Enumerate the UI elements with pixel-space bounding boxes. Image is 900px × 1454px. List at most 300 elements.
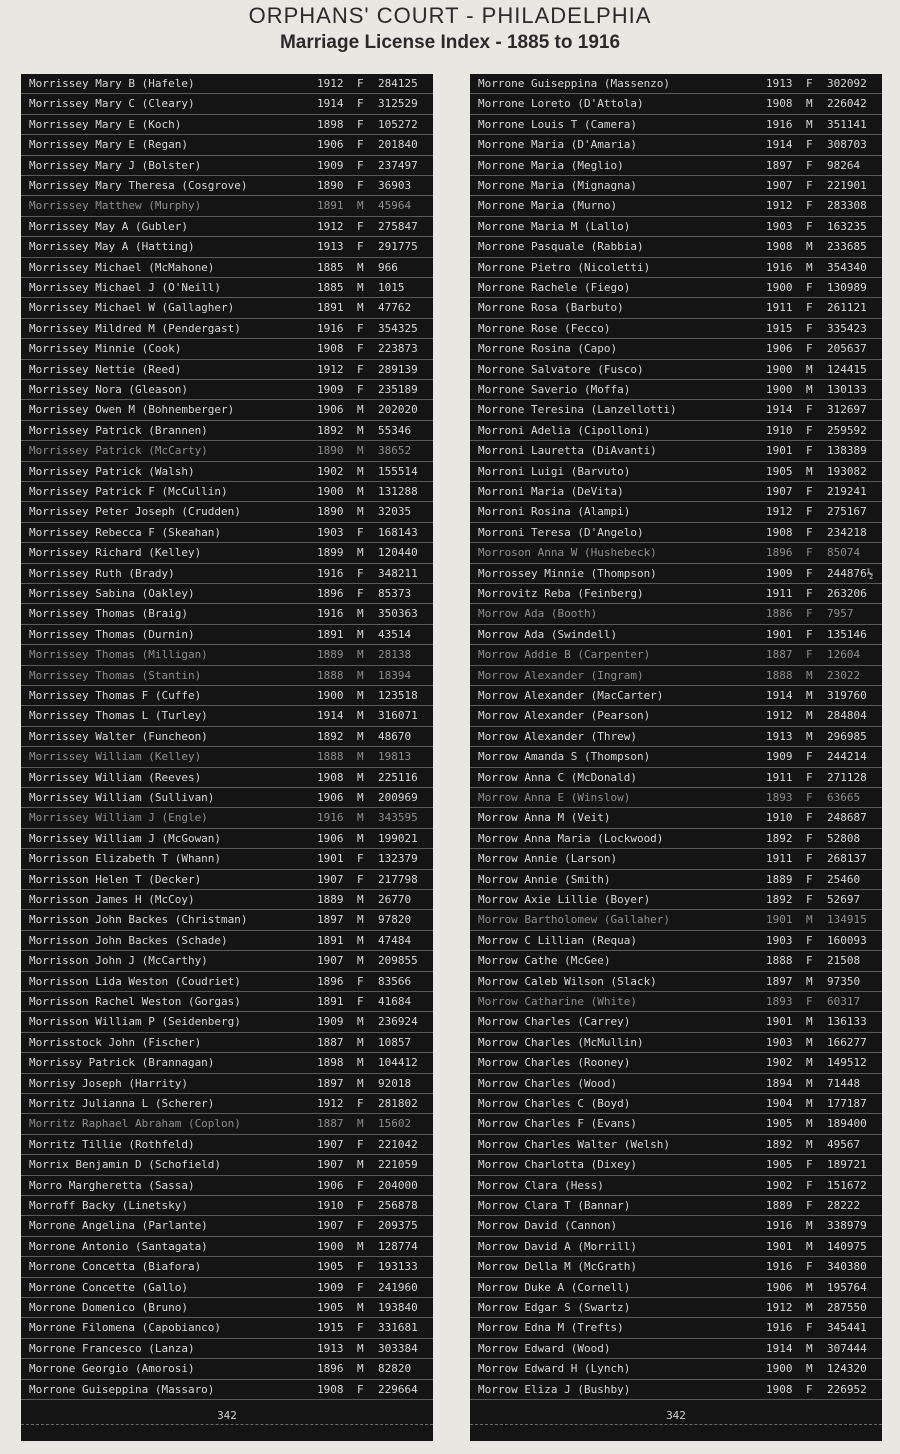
entry-sex: F <box>357 587 364 600</box>
index-row <box>470 176 882 196</box>
entry-name: Morroni Teresa (D'Angelo) <box>478 525 644 539</box>
index-row <box>21 1196 433 1216</box>
index-row <box>470 278 882 298</box>
entry-year: 1889 <box>317 893 344 906</box>
entry-license-number: 97820 <box>378 913 412 927</box>
entry-year: 1907 <box>766 485 793 498</box>
index-row <box>470 768 882 788</box>
entry-sex: F <box>357 1321 364 1335</box>
entry-sex: M <box>357 1035 364 1049</box>
entry-license-number: 312529 <box>378 97 418 111</box>
entry-name: Morrone Maria (Murno) <box>478 199 618 213</box>
entry-sex: M <box>357 505 364 519</box>
index-row <box>470 1196 882 1216</box>
index-row <box>470 1155 882 1175</box>
entry-license-number: 244214 <box>827 750 867 764</box>
index-row <box>21 1094 433 1114</box>
entry-year: 1912 <box>317 362 344 376</box>
entry-license-number: 124320 <box>827 1362 867 1376</box>
entry-year: 1891 <box>317 301 344 315</box>
entry-year: 1916 <box>766 1219 793 1233</box>
entry-year: 1903 <box>766 1035 793 1049</box>
page-title: ORPHANS' COURT - PHILADELPHIA <box>248 3 652 28</box>
entry-license-number: 104412 <box>378 1056 418 1070</box>
index-row <box>470 1094 882 1114</box>
entry-license-number: 237497 <box>378 158 418 172</box>
entry-sex: M <box>357 689 364 702</box>
entry-sex: M <box>357 811 364 825</box>
entry-year: 1908 <box>766 1382 793 1396</box>
index-row <box>21 1053 433 1073</box>
entry-sex: M <box>806 1117 813 1131</box>
entry-year: 1907 <box>317 1137 344 1151</box>
entry-year: 1911 <box>766 852 793 866</box>
index-row <box>470 94 882 114</box>
entry-name: Morrone Guiseppina (Massenzo) <box>478 77 671 90</box>
entry-name: Morrow Edna M (Trefts) <box>478 1321 624 1335</box>
entry-sex: M <box>806 117 813 131</box>
entry-name: Morrow Charles (Wood) <box>478 1076 618 1090</box>
index-row <box>21 1237 433 1257</box>
entry-license-number: 97350 <box>827 974 861 988</box>
entry-sex: M <box>806 240 813 254</box>
entry-license-number: 202020 <box>378 403 418 417</box>
entry-name: Morrissey Mary B (Hafele) <box>29 77 195 90</box>
entry-name: Morrone Concetta (Biafora) <box>29 1260 202 1274</box>
entry-year: 1896 <box>766 546 793 560</box>
entry-year: 1907 <box>317 954 344 968</box>
entry-license-number: 132379 <box>378 852 418 866</box>
entry-year: 1902 <box>766 1056 793 1070</box>
entry-license-number: 134915 <box>827 913 867 927</box>
entry-name: Morrissey Sabina (Oakley) <box>29 587 195 600</box>
entry-name: Morrovitz Reba (Feinberg) <box>478 587 644 600</box>
entry-year: 1896 <box>317 974 344 988</box>
entry-sex: M <box>357 444 364 458</box>
entry-license-number: 284804 <box>827 709 867 723</box>
entry-name: Morrisson John Backes (Christman) <box>29 913 248 927</box>
index-row <box>470 808 882 828</box>
entry-sex: M <box>357 770 364 784</box>
entry-name: Morrone Antonio (Santagata) <box>29 1239 208 1253</box>
entry-sex: F <box>357 852 364 866</box>
entry-name: Morrone Filomena (Capobianco) <box>29 1321 222 1335</box>
index-row <box>470 135 882 155</box>
entry-license-number: 225116 <box>378 770 418 784</box>
entry-sex: F <box>806 1382 813 1396</box>
entry-name: Morroni Rosina (Alampi) <box>478 505 631 519</box>
entry-name: Morrisson Elizabeth T (Whann) <box>29 852 222 866</box>
index-row <box>21 380 433 400</box>
entry-sex: M <box>357 1117 364 1131</box>
entry-year: 1916 <box>317 811 344 825</box>
index-row <box>21 1380 433 1400</box>
entry-year: 1909 <box>766 750 793 764</box>
entry-name: Morrow Duke A (Cornell) <box>478 1280 631 1294</box>
entry-year: 1891 <box>317 627 344 641</box>
page-subtitle: Marriage License Index - 1885 to 1916 <box>279 32 621 53</box>
entry-year: 1890 <box>317 444 344 458</box>
entry-sex: F <box>806 138 813 152</box>
page-number: 342 <box>217 1409 237 1422</box>
entry-sex: M <box>357 668 364 682</box>
entry-sex: F <box>806 403 813 417</box>
entry-name: Morrow Anna E (Winslow) <box>478 791 631 804</box>
entry-name: Morrisson John J (McCarthy) <box>29 954 208 968</box>
entry-year: 1910 <box>317 1199 344 1212</box>
entry-name: Morrissey Mildred M (Pendergast) <box>29 321 241 335</box>
entry-name: Morrone Louis T (Camera) <box>478 117 637 131</box>
index-row <box>21 1135 433 1155</box>
entry-license-number: 151672 <box>827 1178 867 1192</box>
index-row <box>470 686 882 706</box>
entry-name: Morrow Anna C (McDonald) <box>478 770 637 784</box>
entry-name: Morrone Rose (Fecco) <box>478 321 611 335</box>
entry-license-number: 223873 <box>378 342 418 356</box>
entry-year: 1894 <box>766 1076 793 1090</box>
entry-license-number: 92018 <box>378 1076 412 1090</box>
entry-name: Morrone Angelina (Parlante) <box>29 1219 208 1233</box>
entry-license-number: 155514 <box>378 464 418 478</box>
entry-name: Morrissey Thomas (Durnin) <box>29 627 195 641</box>
entry-license-number: 248687 <box>827 811 867 825</box>
entry-sex: F <box>357 342 364 356</box>
entry-license-number: 124415 <box>827 362 867 376</box>
entry-sex: F <box>806 485 813 498</box>
entry-year: 1906 <box>766 1280 793 1294</box>
entry-year: 1885 <box>317 260 344 274</box>
entry-license-number: 205637 <box>827 342 867 356</box>
entry-year: 1889 <box>766 1199 793 1212</box>
entry-name: Morrow Edward H (Lynch) <box>478 1362 631 1376</box>
index-row <box>470 849 882 869</box>
entry-year: 1899 <box>317 546 344 560</box>
entry-license-number: 226952 <box>827 1382 867 1396</box>
entry-name: Morrissey Nettie (Reed) <box>29 362 182 376</box>
entry-license-number: 23022 <box>827 668 861 682</box>
entry-year: 1906 <box>317 1178 344 1192</box>
entry-license-number: 303384 <box>378 1341 418 1355</box>
entry-year: 1914 <box>317 97 344 111</box>
index-row <box>470 1380 882 1400</box>
entry-license-number: 354325 <box>378 321 418 335</box>
entry-sex: M <box>357 281 364 294</box>
entry-license-number: 19813 <box>378 750 412 764</box>
index-row <box>470 339 882 359</box>
entry-sex: F <box>806 566 813 580</box>
index-row <box>470 829 882 849</box>
index-row <box>470 74 882 94</box>
entry-sex: F <box>357 1219 364 1233</box>
index-row <box>21 502 433 522</box>
index-row <box>21 931 433 951</box>
entry-year: 1900 <box>766 281 793 294</box>
entry-license-number: 85074 <box>827 546 861 560</box>
entry-sex: F <box>806 995 813 1008</box>
entry-license-number: 340380 <box>827 1260 867 1274</box>
entry-license-number: 312697 <box>827 403 867 417</box>
entry-year: 1903 <box>766 933 793 947</box>
index-row <box>21 666 433 686</box>
entry-name: Morrone Rosina (Capo) <box>478 342 618 356</box>
index-row <box>470 1074 882 1094</box>
entry-name: Morrow Axie Lillie (Boyer) <box>478 893 651 906</box>
entry-name: Morrow Ada (Swindell) <box>478 627 618 641</box>
entry-year: 1908 <box>317 770 344 784</box>
entry-sex: M <box>357 1056 364 1070</box>
entry-year: 1903 <box>317 525 344 539</box>
entry-license-number: 136133 <box>827 1015 867 1029</box>
index-row <box>470 543 882 563</box>
entry-year: 1903 <box>766 219 793 233</box>
entry-year: 1914 <box>766 689 793 702</box>
entry-name: Morrissey Minnie (Cook) <box>29 342 182 356</box>
entry-sex: M <box>806 1035 813 1049</box>
entry-sex: F <box>806 954 813 968</box>
entry-name: Morritz Raphael Abraham (Coplon) <box>29 1117 241 1131</box>
entry-license-number: 281802 <box>378 1097 418 1110</box>
entry-year: 1901 <box>766 1015 793 1029</box>
entry-sex: M <box>357 1301 364 1314</box>
entry-license-number: 287550 <box>827 1301 867 1314</box>
entry-license-number: 43514 <box>378 627 412 641</box>
index-row <box>470 625 882 645</box>
entry-sex: M <box>806 1219 813 1233</box>
entry-name: Morrone Francesco (Lanza) <box>29 1341 195 1355</box>
entry-name: Morrow Anna M (Veit) <box>478 811 611 825</box>
index-row <box>21 686 433 706</box>
entry-name: Morrow Charles (Rooney) <box>478 1056 631 1070</box>
entry-sex: M <box>806 689 813 702</box>
entry-sex: F <box>806 933 813 947</box>
entry-year: 1912 <box>317 77 344 90</box>
entry-sex: M <box>357 913 364 927</box>
entry-name: Morrow Clara (Hess) <box>478 1178 604 1192</box>
entry-license-number: 217798 <box>378 872 418 886</box>
index-row <box>470 360 882 380</box>
index-row <box>21 74 433 94</box>
index-row <box>21 298 433 318</box>
entry-sex: F <box>806 321 813 335</box>
entry-license-number: 966 <box>378 260 398 274</box>
index-row <box>470 319 882 339</box>
entry-year: 1893 <box>766 791 793 804</box>
entry-license-number: 233685 <box>827 240 867 254</box>
entry-year: 1907 <box>317 1219 344 1233</box>
index-row <box>470 706 882 726</box>
entry-license-number: 221059 <box>378 1158 418 1172</box>
entry-name: Morrissey Thomas L (Turley) <box>29 709 208 723</box>
entry-year: 1897 <box>317 1076 344 1090</box>
entry-year: 1908 <box>766 240 793 254</box>
entry-name: Morrissey Patrick (McCarty) <box>29 444 208 458</box>
entry-sex: M <box>357 260 364 274</box>
index-row <box>21 482 433 502</box>
entry-sex: F <box>806 770 813 784</box>
entry-year: 1906 <box>766 342 793 356</box>
entry-year: 1890 <box>317 179 344 192</box>
entry-name: Morrone Guiseppina (Massaro) <box>29 1382 215 1396</box>
entry-license-number: 128774 <box>378 1239 418 1253</box>
entry-year: 1892 <box>317 423 344 437</box>
entry-name: Morrone Concette (Gallo) <box>29 1280 188 1294</box>
entry-year: 1897 <box>766 974 793 988</box>
entry-year: 1905 <box>317 1301 344 1314</box>
entry-year: 1902 <box>317 464 344 478</box>
index-row <box>21 829 433 849</box>
entry-name: Morrow Cathe (McGee) <box>478 954 611 968</box>
index-row <box>21 258 433 278</box>
entry-year: 1912 <box>766 1301 793 1314</box>
entry-license-number: 25460 <box>827 872 861 886</box>
entry-year: 1912 <box>317 1097 344 1110</box>
index-row <box>470 482 882 502</box>
index-row <box>21 1033 433 1053</box>
entry-sex: M <box>357 831 364 845</box>
index-row <box>470 1237 882 1257</box>
entry-year: 1887 <box>766 648 793 662</box>
entry-name: Morrow Charles C (Boyd) <box>478 1097 631 1110</box>
index-row <box>21 951 433 971</box>
entry-name: Morrone Maria (Mignagna) <box>478 179 637 192</box>
index-row <box>21 1155 433 1175</box>
index-row <box>470 462 882 482</box>
entry-sex: M <box>357 607 364 621</box>
entry-year: 1900 <box>317 485 344 498</box>
index-row <box>21 543 433 563</box>
entry-license-number: 71448 <box>827 1076 861 1090</box>
entry-year: 1914 <box>766 1341 793 1355</box>
entry-license-number: 307444 <box>827 1341 867 1355</box>
entry-license-number: 105272 <box>378 117 418 131</box>
entry-name: Morro Margheretta (Sassa) <box>29 1178 195 1192</box>
entry-license-number: 28222 <box>827 1199 861 1212</box>
index-row <box>470 258 882 278</box>
entry-name: Morrissey Patrick F (McCullin) <box>29 485 228 498</box>
entry-name: Morrone Domenico (Bruno) <box>29 1301 188 1314</box>
entry-name: Morrissey Thomas (Milligan) <box>29 648 208 662</box>
entry-sex: M <box>357 648 364 662</box>
entry-name: Morrissey May A (Gubler) <box>29 219 188 233</box>
entry-year: 1889 <box>317 648 344 662</box>
entry-name: Morritz Tillie (Rothfeld) <box>29 1137 195 1151</box>
entry-sex: F <box>806 852 813 866</box>
entry-name: Morrissey Thomas (Stantin) <box>29 668 202 682</box>
entry-sex: F <box>357 383 364 396</box>
entry-sex: M <box>806 668 813 682</box>
entry-name: Morrissey Michael J (O'Neill) <box>29 281 222 294</box>
entry-sex: M <box>806 729 813 743</box>
entry-year: 1900 <box>317 689 344 702</box>
entry-license-number: 140975 <box>827 1239 867 1253</box>
entry-name: Morrow Amanda S (Thompson) <box>478 750 651 764</box>
entry-name: Morrissy Patrick (Brannagan) <box>29 1056 215 1070</box>
index-row <box>470 1135 882 1155</box>
entry-year: 1891 <box>317 933 344 947</box>
entry-sex: F <box>357 995 364 1008</box>
entry-year: 1912 <box>766 199 793 213</box>
entry-license-number: 12604 <box>827 648 861 662</box>
entry-license-number: 236924 <box>378 1015 418 1029</box>
entry-sex: M <box>357 954 364 968</box>
index-row <box>470 1033 882 1053</box>
entry-license-number: 302092 <box>827 77 867 90</box>
entry-license-number: 209855 <box>378 954 418 968</box>
entry-license-number: 209375 <box>378 1219 418 1233</box>
entry-year: 1915 <box>766 321 793 335</box>
entry-year: 1892 <box>766 893 793 906</box>
entry-year: 1890 <box>317 505 344 519</box>
entry-license-number: 221042 <box>378 1137 418 1151</box>
entry-year: 1911 <box>766 301 793 315</box>
entry-license-number: 219241 <box>827 485 867 498</box>
entry-license-number: 201840 <box>378 138 418 152</box>
entry-year: 1892 <box>766 1137 793 1151</box>
index-row <box>470 441 882 461</box>
entry-license-number: 229664 <box>378 1382 418 1396</box>
entry-license-number: 199021 <box>378 831 418 845</box>
entry-license-number: 177187 <box>827 1097 867 1110</box>
index-row <box>21 421 433 441</box>
entry-sex: F <box>357 138 364 152</box>
entry-name: Morrow Annie (Larson) <box>478 852 618 866</box>
entry-name: Morrissey Ruth (Brady) <box>29 566 175 580</box>
index-row <box>470 502 882 522</box>
entry-license-number: 47484 <box>378 933 412 947</box>
entry-name: Morrone Saverio (Moffa) <box>478 383 631 396</box>
index-row <box>470 910 882 930</box>
entry-sex: F <box>357 566 364 580</box>
entry-year: 1907 <box>317 872 344 886</box>
index-row <box>21 196 433 216</box>
index-row <box>470 1359 882 1379</box>
entry-year: 1892 <box>317 729 344 743</box>
entry-sex: F <box>357 1137 364 1151</box>
entry-year: 1897 <box>766 158 793 172</box>
entry-license-number: 296985 <box>827 729 867 743</box>
entry-year: 1892 <box>766 831 793 845</box>
index-row <box>21 1012 433 1032</box>
entry-year: 1916 <box>317 321 344 335</box>
entry-year: 1888 <box>317 750 344 764</box>
entry-license-number: 226042 <box>827 97 867 111</box>
entry-license-number: 98264 <box>827 158 861 172</box>
index-row <box>21 768 433 788</box>
entry-license-number: 52808 <box>827 831 861 845</box>
entry-license-number: 350363 <box>378 607 418 621</box>
entry-license-number: 166277 <box>827 1035 867 1049</box>
entry-license-number: 10857 <box>378 1035 412 1049</box>
entry-license-number: 275167 <box>827 505 867 519</box>
entry-year: 1898 <box>317 117 344 131</box>
entry-name: Morrow Charlotta (Dixey) <box>478 1158 637 1172</box>
entry-year: 1900 <box>766 1362 793 1376</box>
entry-year: 1893 <box>766 995 793 1008</box>
entry-name: Morrow Bartholomew (Gallaher) <box>478 913 671 927</box>
entry-sex: F <box>806 423 813 437</box>
entry-name: Morrone Salvatore (Fusco) <box>478 362 644 376</box>
entry-license-number: 193133 <box>378 1260 418 1274</box>
index-row <box>470 727 882 747</box>
entry-sex: F <box>357 362 364 376</box>
entry-license-number: 168143 <box>378 525 418 539</box>
entry-name: Morrisson Helen T (Decker) <box>29 872 202 886</box>
entry-year: 1905 <box>766 1117 793 1131</box>
entry-name: Morrisson James H (McCoy) <box>29 893 195 906</box>
entry-year: 1912 <box>317 219 344 233</box>
index-row <box>21 808 433 828</box>
page-divider-line <box>21 1424 433 1425</box>
